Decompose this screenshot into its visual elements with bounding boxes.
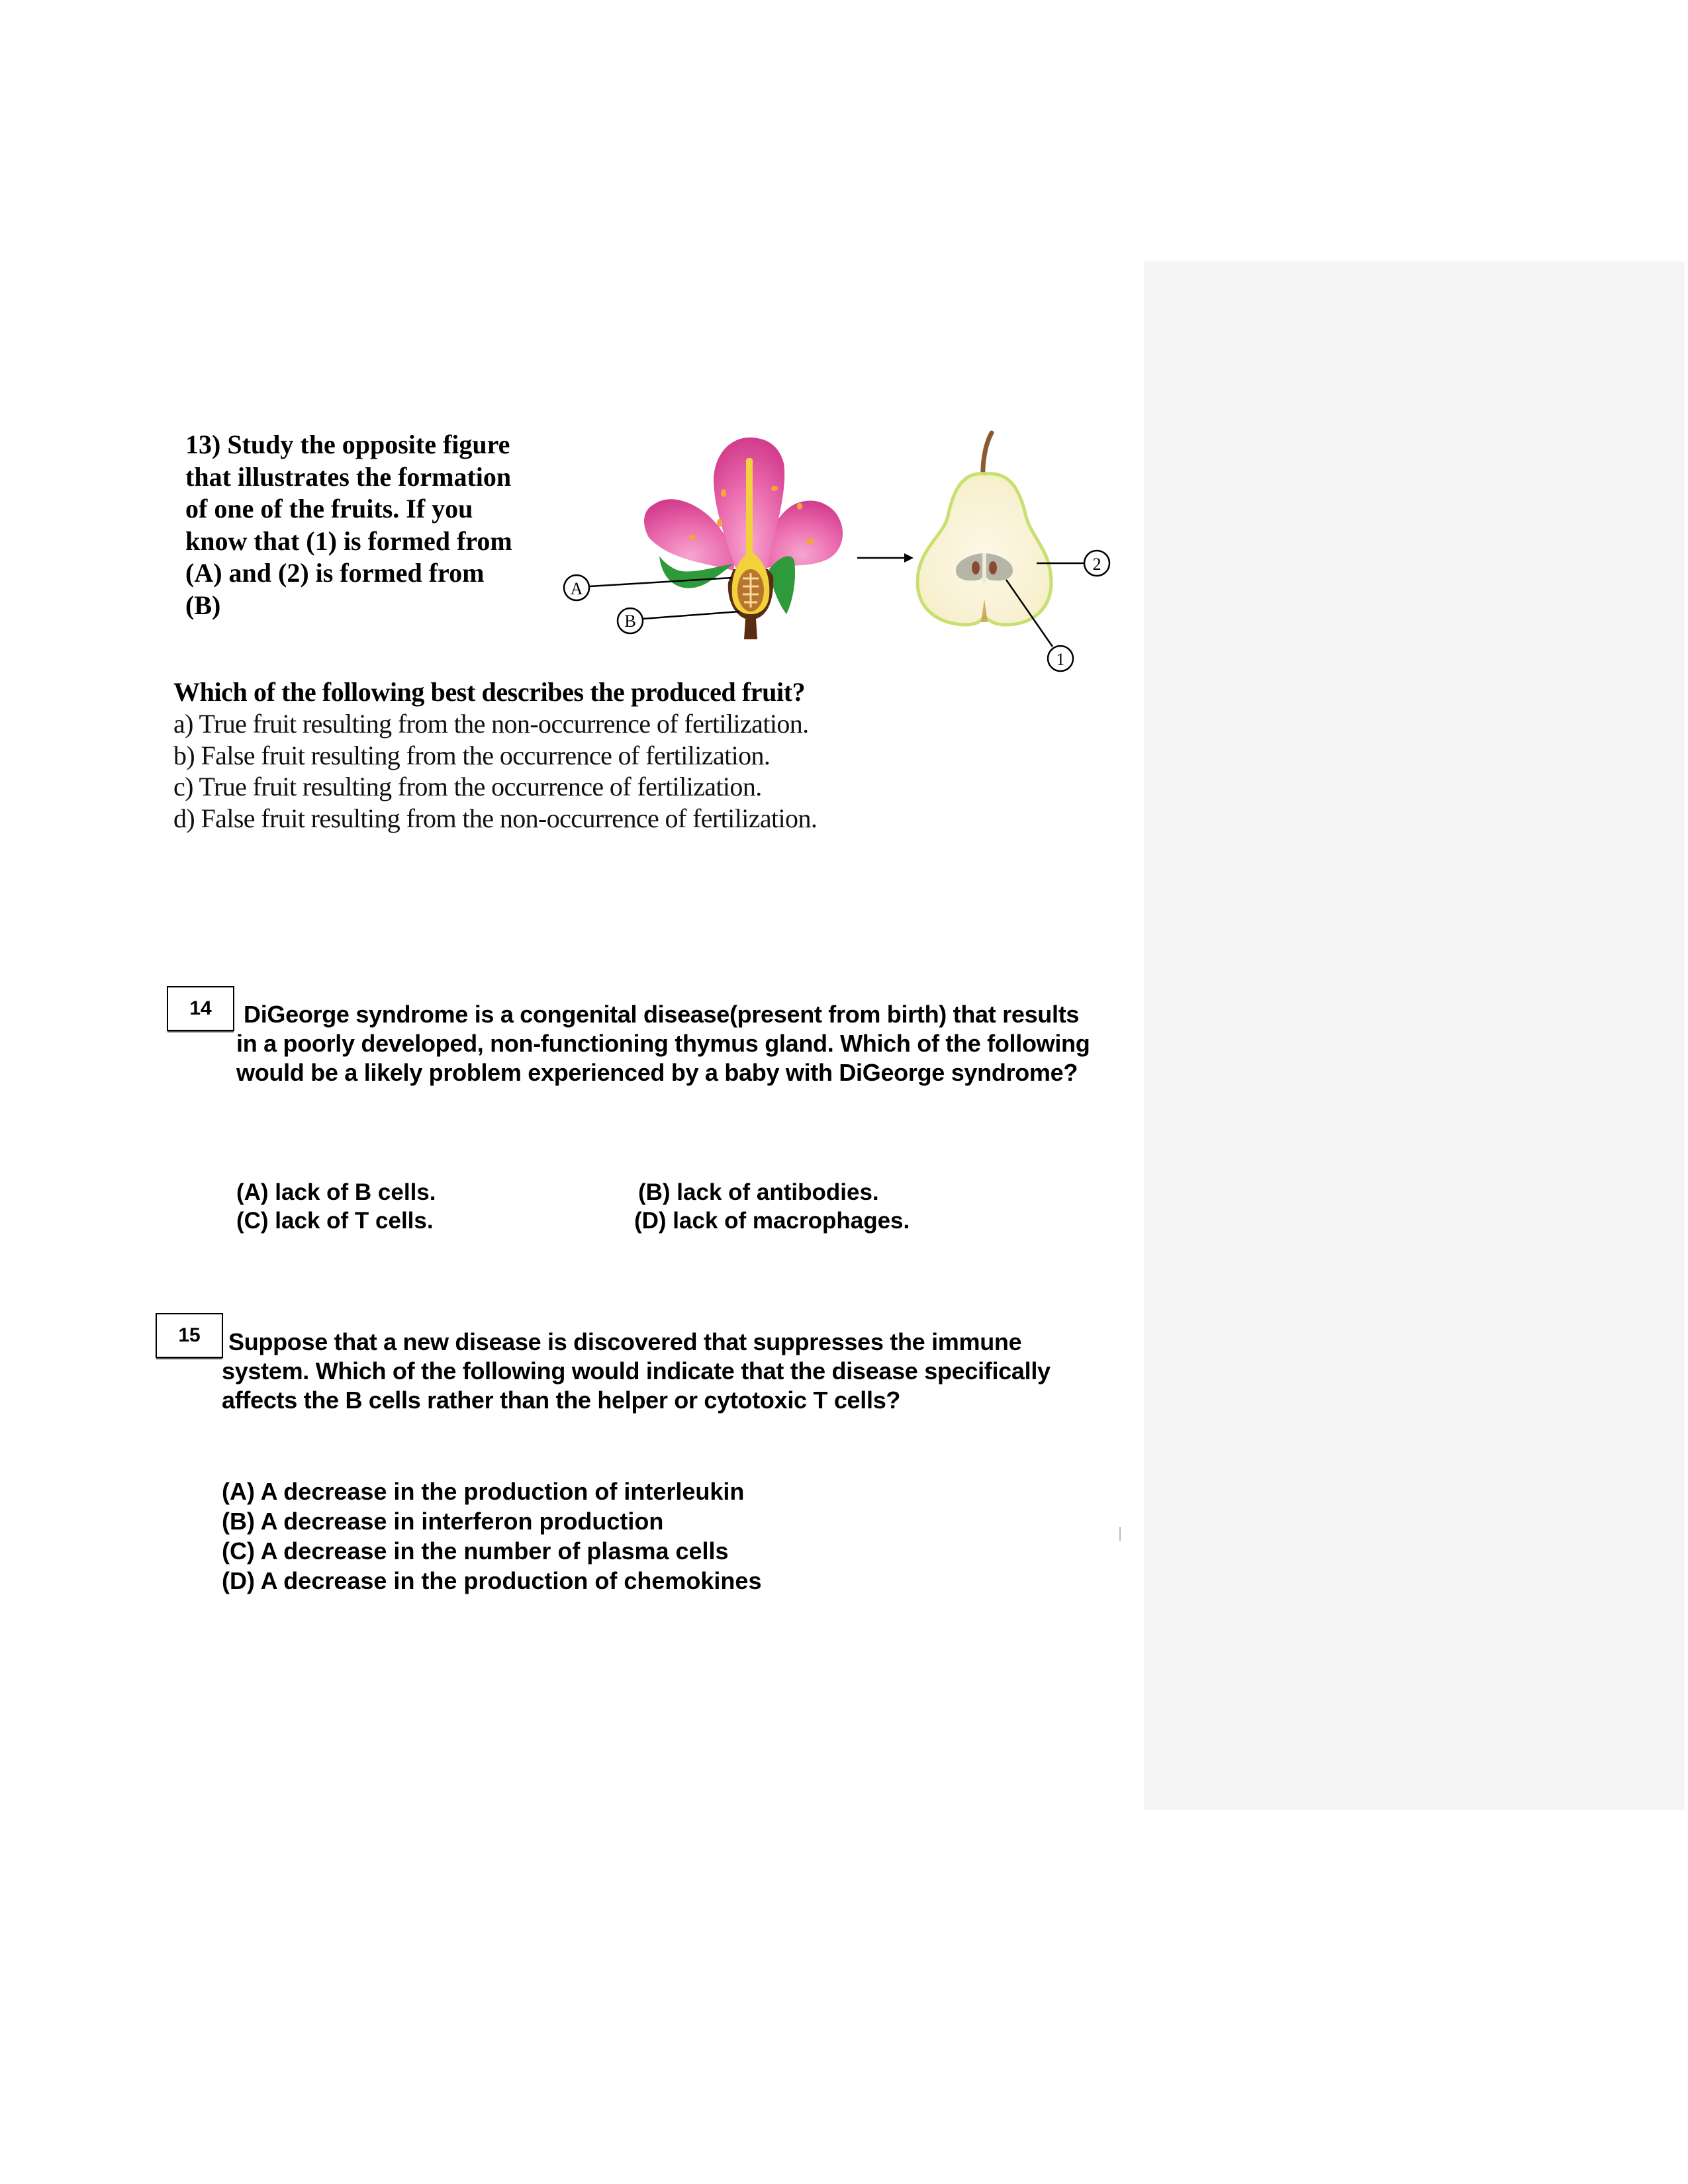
arrow-right-icon bbox=[857, 553, 914, 563]
label-1-text: 1 bbox=[1056, 650, 1065, 669]
q15-option-b[interactable]: (B) A decrease in interferon production bbox=[222, 1508, 664, 1535]
q14-number-box bbox=[167, 986, 234, 1031]
q13-option-a[interactable]: a) True fruit resulting from the non-occurrence of fertilization. bbox=[173, 709, 809, 739]
q15-number-box bbox=[156, 1313, 223, 1358]
q14-stem-line: DiGeorge syndrome is a congenital disease(present from birth) that results bbox=[244, 1001, 1080, 1028]
q13-option-c[interactable]: c) True fruit resulting from the occurrence of fertilization. bbox=[173, 772, 762, 801]
pear-illustration bbox=[917, 433, 1051, 625]
q13-stem-line: (B) bbox=[185, 590, 221, 620]
q13-stem bbox=[185, 429, 532, 621]
q13-options bbox=[173, 708, 817, 834]
pear-seed bbox=[989, 561, 997, 574]
q14-stem-line: would be a likely problem experienced by a baby with DiGeorge syndrome? bbox=[236, 1059, 1078, 1086]
label-b-text: B bbox=[624, 612, 636, 631]
q14-option-b[interactable]: (B) lack of antibodies. bbox=[638, 1179, 879, 1205]
q15-number: 15 bbox=[178, 1324, 201, 1346]
q15-option-d[interactable]: (D) A decrease in the production of chemokines bbox=[222, 1567, 762, 1594]
q13-option-b[interactable]: b) False fruit resulting from the occurrence of fertilization. bbox=[173, 740, 771, 770]
q15-stem-line: system. Which of the following would indicate that the disease specifically bbox=[222, 1357, 1051, 1385]
comment-margin-panel bbox=[1144, 261, 1685, 1810]
flower-illustration bbox=[644, 437, 843, 639]
q14-option-c[interactable]: (C) lack of T cells. bbox=[236, 1208, 434, 1234]
q14-number: 14 bbox=[189, 997, 212, 1019]
label-a bbox=[564, 575, 732, 600]
q13-stem-line: of one of the fruits. If you bbox=[185, 494, 473, 523]
q14-option-d[interactable]: (D) lack of macrophages. bbox=[634, 1208, 910, 1234]
label-a-text: A bbox=[570, 579, 583, 598]
pear-seed bbox=[972, 561, 980, 574]
q13-question: Which of the following best describes the produced fruit? bbox=[173, 677, 806, 707]
q13-stem-line: that illustrates the formation bbox=[185, 461, 512, 492]
q15-option-c[interactable]: (C) A decrease in the number of plasma cells bbox=[222, 1537, 729, 1565]
q15-stem-line: affects the B cells rather than the helper or cytotoxic T cells? bbox=[222, 1387, 901, 1414]
q13-option-d[interactable]: d) False fruit resulting from the non-occurrence of fertilization. bbox=[173, 803, 818, 833]
flower-style bbox=[746, 458, 753, 557]
flower-to-fruit-figure bbox=[556, 424, 1125, 688]
label-2-text: 2 bbox=[1092, 555, 1102, 574]
label-b bbox=[618, 608, 739, 633]
q15-stem-line: Suppose that a new disease is discovered that suppresses the immune bbox=[228, 1328, 1022, 1355]
q15-option-a[interactable]: (A) A decrease in the production of interleukin bbox=[222, 1478, 745, 1505]
q13-stem-line: 13) Study the opposite figure bbox=[185, 430, 510, 459]
q14-option-a[interactable]: (A) lack of B cells. bbox=[236, 1179, 436, 1205]
q13-stem-line: know that (1) is formed from bbox=[185, 525, 512, 556]
pear-stem bbox=[983, 433, 992, 477]
q14-stem-line: in a poorly developed, non-functioning thymus gland. Which of the following bbox=[236, 1030, 1090, 1057]
text-cursor bbox=[1119, 1527, 1121, 1541]
q13-stem-line: (A) and (2) is formed from bbox=[185, 558, 485, 588]
